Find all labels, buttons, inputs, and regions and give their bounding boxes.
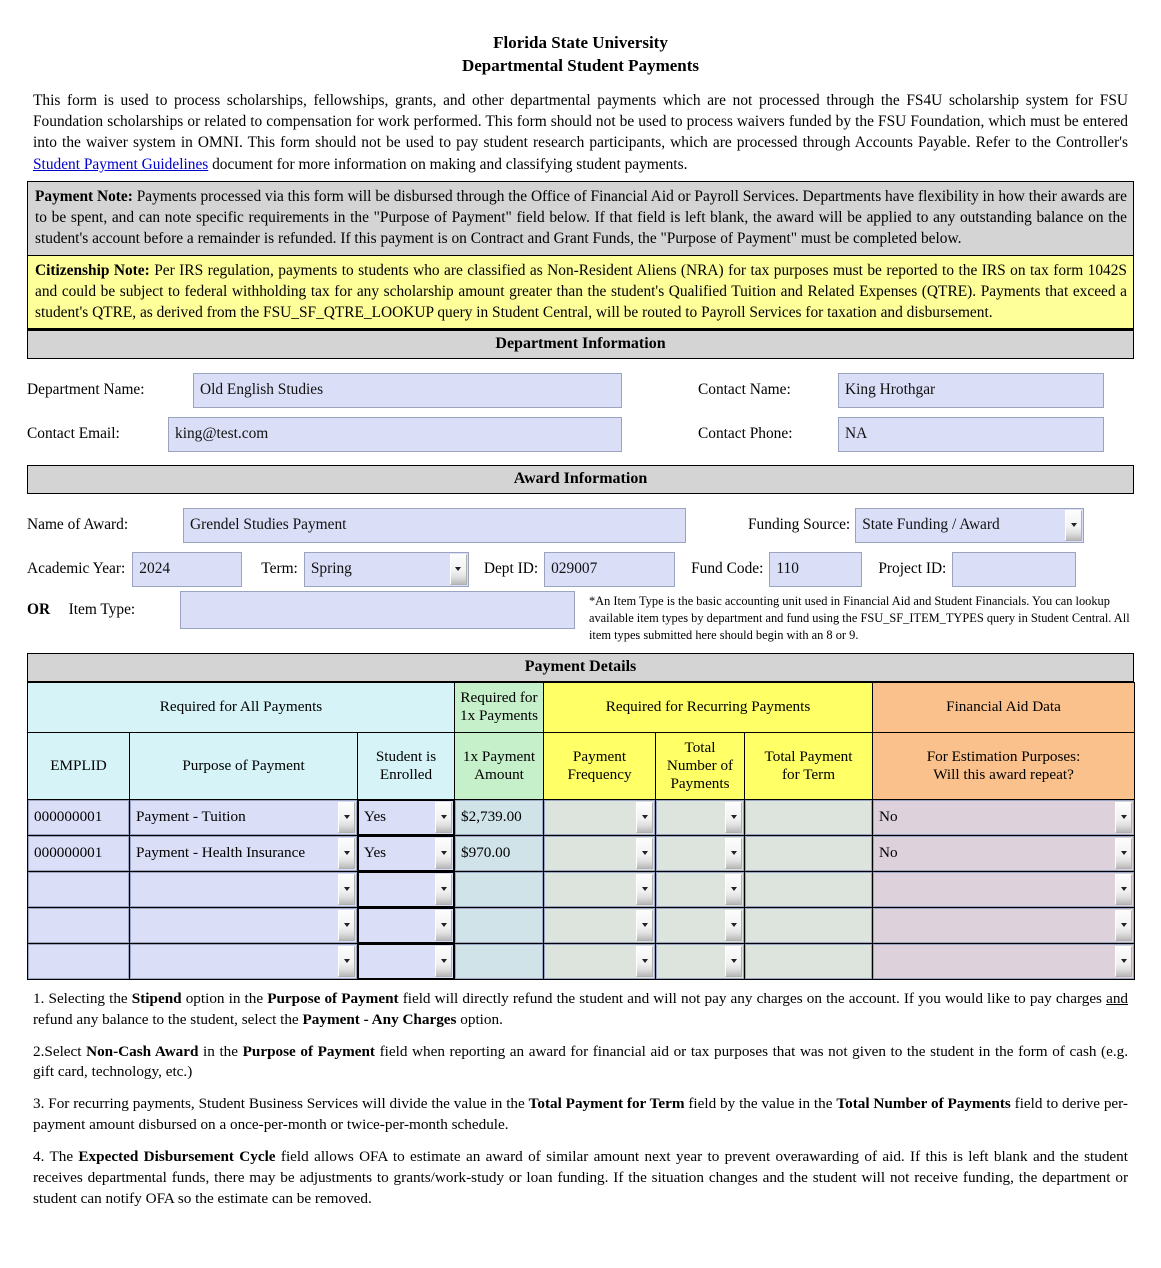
cell-emplid bbox=[28, 835, 130, 871]
group-header-recurring-payments: Required for Recurring Payments bbox=[544, 682, 873, 732]
cell-total-payment-for-term bbox=[745, 835, 873, 871]
footnote-4 bbox=[33, 1147, 1128, 1210]
cell-student-is-enrolled bbox=[358, 907, 455, 943]
cell-total-number-of-payments bbox=[656, 835, 745, 871]
title-line-1: Florida State University bbox=[493, 33, 668, 52]
chevron-down-icon[interactable] bbox=[1115, 946, 1132, 977]
cell-purpose-of-payment bbox=[130, 799, 358, 835]
column-header-payment-frequency bbox=[544, 732, 656, 799]
total-number-of-payments-select-row3[interactable] bbox=[656, 872, 744, 907]
chevron-down-icon[interactable] bbox=[1115, 910, 1132, 941]
cell-purpose-of-payment bbox=[130, 871, 358, 907]
chevron-down-icon[interactable] bbox=[725, 946, 742, 977]
payment-frequency-select-row1[interactable] bbox=[544, 800, 655, 835]
title-line-2: Departmental Student Payments bbox=[461, 55, 700, 75]
cell-student-is-enrolled bbox=[358, 835, 455, 871]
footnote-2 bbox=[33, 1042, 1128, 1084]
payment-frequency-select-row5[interactable] bbox=[544, 944, 655, 979]
contact-name-label: Contact Name: bbox=[698, 381, 791, 399]
award-information-header: Award Information bbox=[27, 465, 1134, 494]
award-repeat-select-row1[interactable] bbox=[873, 800, 1134, 835]
column-header-purpose-of-payment: Purpose of Payment bbox=[130, 732, 358, 799]
dept-id-input[interactable]: 029007 bbox=[544, 552, 675, 587]
footnote-4-a: 4. The bbox=[33, 1148, 79, 1166]
purpose-of-payment-select-row1[interactable] bbox=[130, 800, 357, 835]
chevron-down-icon[interactable] bbox=[725, 910, 742, 941]
award-repeat-select-row4[interactable] bbox=[873, 908, 1134, 943]
column-header-totalnum-line2: Number of bbox=[666, 756, 734, 774]
fund-code-label: Fund Code: bbox=[691, 560, 764, 578]
table-row bbox=[28, 799, 1135, 835]
cell-total-number-of-payments bbox=[656, 799, 745, 835]
column-header-totalpay-line1: Total Payment bbox=[764, 747, 853, 765]
cell-1x-payment-amount bbox=[455, 943, 544, 979]
chevron-down-icon[interactable] bbox=[636, 838, 653, 869]
item-type-row bbox=[27, 591, 1134, 643]
chevron-down-icon[interactable] bbox=[338, 802, 355, 833]
funding-source-value: State Funding / Award bbox=[862, 516, 1000, 534]
cell-total-payment-for-term bbox=[745, 871, 873, 907]
column-header-award-repeat bbox=[873, 732, 1135, 799]
purpose-of-payment-select-row5[interactable] bbox=[130, 944, 357, 979]
total-payment-for-term-input-row4[interactable] bbox=[745, 908, 872, 943]
payment-details-header: Payment Details bbox=[27, 653, 1134, 682]
student-is-enrolled-value-row2: Yes bbox=[364, 844, 387, 862]
payment-frequency-select-row3[interactable] bbox=[544, 872, 655, 907]
term-select[interactable] bbox=[304, 552, 469, 587]
cell-student-is-enrolled bbox=[358, 943, 455, 979]
payment-note-box bbox=[27, 181, 1134, 255]
footnote-4-cycle: Expected Disbursement Cycle bbox=[78, 1148, 276, 1166]
cell-total-number-of-payments bbox=[656, 907, 745, 943]
purpose-of-payment-value-row1: Payment - Tuition bbox=[136, 808, 246, 826]
1x-payment-amount-value-row2: $970.00 bbox=[461, 844, 511, 862]
student-is-enrolled-value-row1: Yes bbox=[364, 808, 387, 826]
chevron-down-icon[interactable] bbox=[435, 802, 452, 833]
contact-email-row bbox=[27, 412, 1134, 456]
1x-payment-amount-input-row2[interactable] bbox=[455, 836, 543, 871]
award-repeat-value-row1: No bbox=[879, 808, 898, 826]
chevron-down-icon[interactable] bbox=[338, 838, 355, 869]
student-is-enrolled-select-row4[interactable] bbox=[358, 908, 454, 943]
1x-payment-amount-input-row3[interactable] bbox=[455, 872, 543, 907]
footnote-1-purpose: Purpose of Payment bbox=[267, 989, 399, 1007]
project-id-label: Project ID: bbox=[878, 560, 947, 578]
department-information-header: Department Information bbox=[27, 330, 1134, 359]
cell-1x-payment-amount bbox=[455, 799, 544, 835]
chevron-down-icon[interactable] bbox=[1115, 838, 1132, 869]
intro-text-part1: This form is used to process scholarships, fellowships, grants, and other departmental payments which are not processed through the FS4U scholarship system for FSU Foundation scholarships or related to compensation for work performed. This form should not be used to process waivers funded by the FSU Foundation, which must be entered into the waiver system in OMNI. This form should not be used to pay student research participants, which are processed through Accounts Payable. Refer to the Controller's bbox=[33, 91, 1128, 152]
footnote-2-a: 2.Select bbox=[33, 1042, 87, 1060]
academic-year-input[interactable]: 2024 bbox=[132, 552, 242, 587]
total-number-of-payments-select-row2[interactable] bbox=[656, 836, 744, 871]
footnote-3-total-number: Total Number of Payments bbox=[836, 1095, 1011, 1113]
citizenship-note-box bbox=[27, 255, 1134, 331]
chevron-down-icon[interactable] bbox=[725, 802, 742, 833]
student-is-enrolled-select-row1[interactable] bbox=[358, 800, 454, 835]
fund-code-input[interactable]: 110 bbox=[769, 552, 862, 587]
1x-payment-amount-input-row1[interactable] bbox=[455, 800, 543, 835]
emplid-input-row3[interactable] bbox=[28, 872, 129, 907]
payment-frequency-select-row4[interactable] bbox=[544, 908, 655, 943]
column-header-enrolled-line1: Student is bbox=[375, 747, 437, 765]
footnote-3 bbox=[33, 1094, 1128, 1136]
cell-emplid bbox=[28, 799, 130, 835]
department-name-row bbox=[27, 368, 1134, 412]
purpose-of-payment-select-row3[interactable] bbox=[130, 872, 357, 907]
chevron-down-icon[interactable] bbox=[636, 910, 653, 941]
group-header-1x-line2: 1x Payments bbox=[459, 707, 539, 725]
chevron-down-icon[interactable] bbox=[1065, 510, 1082, 541]
table-row bbox=[28, 943, 1135, 979]
award-repeat-value-row2: No bbox=[879, 844, 898, 862]
purpose-of-payment-select-row2[interactable] bbox=[130, 836, 357, 871]
footnote-1-i: option. bbox=[456, 1010, 503, 1028]
cell-award-repeat bbox=[873, 943, 1135, 979]
contact-email-input[interactable]: king@test.com bbox=[168, 417, 622, 452]
page-title bbox=[0, 0, 1161, 78]
citizenship-note-label: Citizenship Note: bbox=[35, 261, 150, 279]
cell-emplid bbox=[28, 943, 130, 979]
chevron-down-icon[interactable] bbox=[435, 910, 452, 941]
chevron-down-icon[interactable] bbox=[338, 946, 355, 977]
payment-frequency-select-row2[interactable] bbox=[544, 836, 655, 871]
award-repeat-select-row3[interactable] bbox=[873, 872, 1134, 907]
column-header-student-is-enrolled bbox=[358, 732, 455, 799]
payment-note-label: Payment Note: bbox=[35, 187, 133, 205]
cell-award-repeat bbox=[873, 907, 1135, 943]
total-number-of-payments-select-row5[interactable] bbox=[656, 944, 744, 979]
footnote-3-total-payment: Total Payment for Term bbox=[528, 1095, 685, 1113]
contact-email-label: Contact Email: bbox=[27, 425, 120, 443]
footnote-1-and: and bbox=[1106, 989, 1129, 1007]
cell-purpose-of-payment bbox=[130, 835, 358, 871]
footnote-1-e: field will directly refund the student and will not pay any charges on the account. If you would like to pay charges bbox=[398, 989, 1107, 1007]
emplid-value-row2: 000000001 bbox=[34, 844, 103, 862]
chevron-down-icon[interactable] bbox=[435, 946, 452, 977]
cell-purpose-of-payment bbox=[130, 943, 358, 979]
cell-student-is-enrolled bbox=[358, 799, 455, 835]
column-header-totalpay-line2: for Term bbox=[781, 765, 836, 783]
student-is-enrolled-select-row2[interactable] bbox=[358, 836, 454, 871]
emplid-input-row4[interactable] bbox=[28, 908, 129, 943]
cell-1x-payment-amount bbox=[455, 907, 544, 943]
chevron-down-icon[interactable] bbox=[636, 802, 653, 833]
column-header-1x-payment-amount bbox=[455, 732, 544, 799]
academic-year-row bbox=[27, 547, 1134, 591]
cell-award-repeat bbox=[873, 799, 1135, 835]
chevron-down-icon[interactable] bbox=[636, 946, 653, 977]
column-header-frequency-line2: Frequency bbox=[567, 765, 632, 783]
contact-name-input[interactable]: King Hrothgar bbox=[838, 373, 1104, 408]
cell-total-payment-for-term bbox=[745, 907, 873, 943]
column-header-totalnum-line1: Total bbox=[684, 738, 716, 756]
footnote-1-c: option in the bbox=[181, 989, 268, 1007]
cell-award-repeat bbox=[873, 835, 1135, 871]
chevron-down-icon[interactable] bbox=[636, 874, 653, 905]
cell-total-payment-for-term bbox=[745, 943, 873, 979]
column-header-1xamount-line1: 1x Payment bbox=[462, 747, 536, 765]
column-header-repeat-line1: For Estimation Purposes: bbox=[926, 747, 1081, 765]
column-header-repeat-line2: Will this award repeat? bbox=[933, 765, 1074, 783]
footnote-1-stipend: Stipend bbox=[131, 989, 182, 1007]
cell-payment-frequency bbox=[544, 871, 656, 907]
name-of-award-label: Name of Award: bbox=[27, 516, 129, 534]
1x-payment-amount-input-row4[interactable] bbox=[455, 908, 543, 943]
student-payment-guidelines-link[interactable]: Student Payment Guidelines bbox=[33, 155, 209, 173]
payment-details-table bbox=[27, 682, 1135, 980]
group-header-all-payments: Required for All Payments bbox=[28, 682, 455, 732]
student-is-enrolled-select-row3[interactable] bbox=[358, 872, 454, 907]
footnote-3-a: 3. For recurring payments, Student Business Services will divide the value in the bbox=[33, 1095, 529, 1113]
item-type-input[interactable] bbox=[180, 591, 575, 629]
cell-payment-frequency bbox=[544, 907, 656, 943]
footnote-2-e: field when reporting an award for financial aid or tax purposes that was not given to the student in the form of cash (e.g. gift card, technology, etc.) bbox=[33, 1042, 1129, 1081]
term-value: Spring bbox=[310, 560, 352, 578]
item-type-footnote: *An Item Type is the basic accounting unit used in Financial Aid and Student Financials. You can lookup available item types by department and fund using the FSU_SF_ITEM_TYPES query in Student Central. All item types submitted here should begin with an 8 or 9. bbox=[588, 594, 1130, 642]
chevron-down-icon[interactable] bbox=[725, 838, 742, 869]
total-payment-for-term-input-row3[interactable] bbox=[745, 872, 872, 907]
student-is-enrolled-select-row5[interactable] bbox=[358, 944, 454, 979]
award-repeat-select-row2[interactable] bbox=[873, 836, 1134, 871]
footnote-2-noncash: Non-Cash Award bbox=[86, 1042, 199, 1060]
total-payment-for-term-input-row2[interactable] bbox=[745, 836, 872, 871]
footnote-1-g: refund any balance to the student, select the bbox=[33, 1010, 303, 1028]
term-label: Term: bbox=[261, 560, 298, 578]
purpose-of-payment-value-row2: Payment - Health Insurance bbox=[136, 844, 306, 862]
cell-purpose-of-payment bbox=[130, 907, 358, 943]
chevron-down-icon[interactable] bbox=[338, 874, 355, 905]
total-payment-for-term-input-row1[interactable] bbox=[745, 800, 872, 835]
column-header-total-number-of-payments bbox=[656, 732, 745, 799]
1x-payment-amount-input-row5[interactable] bbox=[455, 944, 543, 979]
column-header-total-payment-for-term bbox=[745, 732, 873, 799]
item-type-label: Item Type: bbox=[68, 601, 136, 619]
column-header-frequency-line1: Payment bbox=[572, 747, 627, 765]
cell-award-repeat bbox=[873, 871, 1135, 907]
column-header-enrolled-line2: Enrolled bbox=[379, 765, 433, 783]
cell-total-number-of-payments bbox=[656, 943, 745, 979]
column-header-1xamount-line2: Amount bbox=[474, 765, 524, 783]
footnote-3-e: field to derive per-payment amount disbursed on a once-per-month or twice-per-month schedule. bbox=[33, 1095, 1128, 1134]
citizenship-note-text: Per IRS regulation, payments to students who are classified as Non-Resident Aliens (NRA) for tax purposes must be reported to the IRS on tax form 1042S and could be subject to federal withholding tax for any scholarship amount greater than the student's Qualified Tuition and Related Expenses (QTRE). Payments that exceed a student's QTRE, as derived from the FSU_SF_QTRE_LOOKUP query in Student Central, will be routed to Payroll Services for taxation and disbursement. bbox=[35, 261, 1127, 322]
chevron-down-icon[interactable] bbox=[338, 910, 355, 941]
column-header-row bbox=[28, 732, 1135, 799]
name-of-award-row bbox=[27, 503, 1134, 547]
project-id-input[interactable] bbox=[952, 552, 1076, 587]
cell-total-payment-for-term bbox=[745, 799, 873, 835]
award-repeat-select-row5[interactable] bbox=[873, 944, 1134, 979]
academic-year-label: Academic Year: bbox=[27, 560, 126, 578]
department-name-label: Department Name: bbox=[27, 381, 145, 399]
contact-phone-input[interactable]: NA bbox=[838, 417, 1104, 452]
chevron-down-icon[interactable] bbox=[1115, 802, 1132, 833]
footnote-1 bbox=[33, 989, 1128, 1031]
intro-paragraph bbox=[33, 90, 1128, 175]
footnote-2-c: in the bbox=[198, 1042, 243, 1060]
cell-payment-frequency bbox=[544, 799, 656, 835]
dept-id-label: Dept ID: bbox=[483, 560, 539, 578]
payment-details-body bbox=[28, 799, 1135, 979]
footnote-2-purpose: Purpose of Payment bbox=[242, 1042, 375, 1060]
name-of-award-input[interactable]: Grendel Studies Payment bbox=[183, 508, 686, 543]
cell-payment-frequency bbox=[544, 943, 656, 979]
department-name-input[interactable]: Old English Studies bbox=[193, 373, 622, 408]
cell-emplid bbox=[28, 871, 130, 907]
footnote-4-c: field allows OFA to estimate an award of similar amount next year to prevent overawarding of aid. If this is left blank and the student receives departmental funds, there may be adjustments to grants/work-study or loan funding. If the situation changes and the student will not receive funding, the department or student can notify OFA so the estimate can be removed. bbox=[33, 1148, 1128, 1208]
chevron-down-icon[interactable] bbox=[725, 874, 742, 905]
emplid-input-row5[interactable] bbox=[28, 944, 129, 979]
chevron-down-icon[interactable] bbox=[1115, 874, 1132, 905]
column-header-totalnum-line3: Payments bbox=[670, 774, 730, 792]
cell-total-number-of-payments bbox=[656, 871, 745, 907]
cell-student-is-enrolled bbox=[358, 871, 455, 907]
table-row bbox=[28, 907, 1135, 943]
footnote-1-any-charges: Payment - Any Charges bbox=[302, 1010, 457, 1028]
footnote-3-c: field by the value in the bbox=[684, 1095, 837, 1113]
payment-note-text: Payments processed via this form will be disbursed through the Office of Financial Aid or Payroll Services. Departments have flexibility in how their awards are to be spent, and can note specific requirements in the "Purpose of Payment" field below. If that field is left blank, the award will be applied to any outstanding balance on the student's account before a remainder is refunded. If this payment is on Contract and Grant Funds, the "Purpose of Payment" must be completed below. bbox=[35, 187, 1127, 248]
cell-1x-payment-amount bbox=[455, 871, 544, 907]
footnote-1-a: 1. Selecting the bbox=[33, 989, 132, 1007]
intro-text-part2: document for more information on making and classifying student payments. bbox=[208, 155, 688, 173]
funding-source-select[interactable] bbox=[855, 508, 1084, 543]
chevron-down-icon[interactable] bbox=[435, 838, 452, 869]
emplid-input-row2[interactable] bbox=[28, 836, 129, 871]
column-header-emplid: EMPLID bbox=[28, 732, 130, 799]
1x-payment-amount-value-row1: $2,739.00 bbox=[461, 808, 522, 826]
purpose-of-payment-select-row4[interactable] bbox=[130, 908, 357, 943]
emplid-input-row1[interactable] bbox=[28, 800, 129, 835]
group-header-1x-payments bbox=[455, 682, 544, 732]
or-label: OR bbox=[27, 601, 51, 619]
contact-phone-label: Contact Phone: bbox=[698, 425, 793, 443]
group-header-1x-line1: Required for bbox=[460, 689, 538, 707]
group-header-financial-aid-data: Financial Aid Data bbox=[873, 682, 1135, 732]
total-number-of-payments-select-row1[interactable] bbox=[656, 800, 744, 835]
cell-emplid bbox=[28, 907, 130, 943]
table-row bbox=[28, 835, 1135, 871]
footnotes-section bbox=[33, 989, 1128, 1211]
total-number-of-payments-select-row4[interactable] bbox=[656, 908, 744, 943]
chevron-down-icon[interactable] bbox=[450, 554, 467, 585]
table-row bbox=[28, 871, 1135, 907]
funding-source-label: Funding Source: bbox=[748, 516, 851, 534]
emplid-value-row1: 000000001 bbox=[34, 808, 103, 826]
cell-payment-frequency bbox=[544, 835, 656, 871]
cell-1x-payment-amount bbox=[455, 835, 544, 871]
total-payment-for-term-input-row5[interactable] bbox=[745, 944, 872, 979]
chevron-down-icon[interactable] bbox=[435, 874, 452, 905]
group-header-row bbox=[28, 682, 1135, 732]
